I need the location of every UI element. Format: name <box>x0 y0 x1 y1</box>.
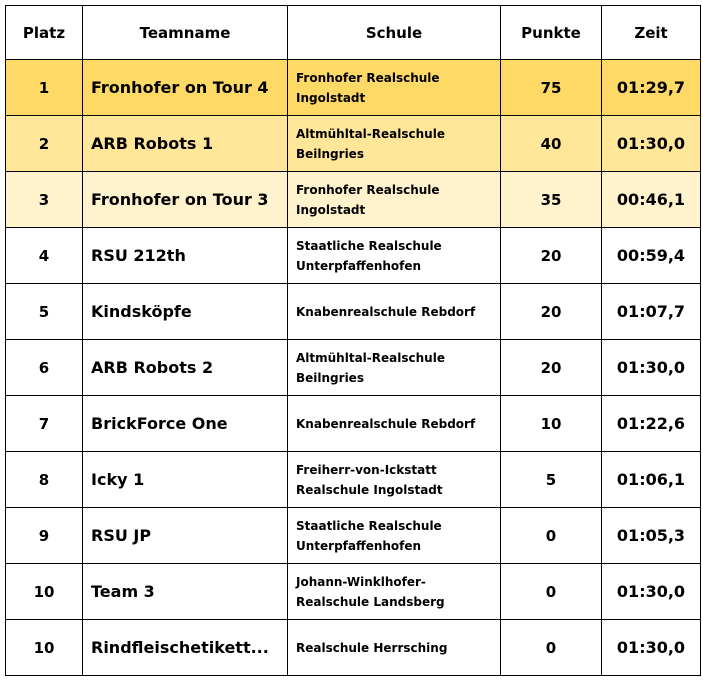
punkte-cell: 75 <box>501 60 602 116</box>
punkte-cell: 0 <box>501 620 602 676</box>
table-row <box>6 620 701 676</box>
ranking-table <box>5 5 701 676</box>
punkte-cell: 0 <box>501 508 602 564</box>
school-line: Realschule Herrsching <box>296 640 448 655</box>
punkte-cell: 0 <box>501 564 602 620</box>
table-row <box>6 564 701 620</box>
table-row <box>6 172 701 228</box>
school-cell <box>288 620 501 676</box>
school-line: Freiherr-von-Ickstatt <box>296 462 437 477</box>
table-row <box>6 396 701 452</box>
school-cell <box>288 116 501 172</box>
table-row <box>6 340 701 396</box>
table-row <box>6 508 701 564</box>
table-row <box>6 60 701 116</box>
punkte-cell: 40 <box>501 116 602 172</box>
zeit-cell: 01:30,0 <box>602 340 701 396</box>
zeit-cell: 01:05,3 <box>602 508 701 564</box>
zeit-cell: 01:29,7 <box>602 60 701 116</box>
team-cell: Rindfleischetikett... <box>83 620 288 676</box>
team-cell: RSU JP <box>83 508 288 564</box>
school-cell <box>288 564 501 620</box>
table-row <box>6 284 701 340</box>
team-cell: Fronhofer on Tour 3 <box>83 172 288 228</box>
school-line: Ingolstadt <box>296 202 366 217</box>
school-cell <box>288 228 501 284</box>
team-cell: Icky 1 <box>83 452 288 508</box>
school-line: Altmühltal-Realschule <box>296 126 445 141</box>
team-cell: ARB Robots 1 <box>83 116 288 172</box>
header-punkte: Punkte <box>501 6 602 60</box>
team-cell: Team 3 <box>83 564 288 620</box>
header-platz: Platz <box>6 6 83 60</box>
punkte-cell: 35 <box>501 172 602 228</box>
platz-cell: 3 <box>6 172 83 228</box>
platz-cell: 2 <box>6 116 83 172</box>
team-cell: Fronhofer on Tour 4 <box>83 60 288 116</box>
school-cell <box>288 172 501 228</box>
table-row <box>6 228 701 284</box>
punkte-cell: 20 <box>501 228 602 284</box>
school-cell <box>288 340 501 396</box>
platz-cell: 9 <box>6 508 83 564</box>
platz-cell: 7 <box>6 396 83 452</box>
header-row <box>6 6 701 60</box>
zeit-cell: 00:46,1 <box>602 172 701 228</box>
zeit-cell: 01:06,1 <box>602 452 701 508</box>
zeit-cell: 01:30,0 <box>602 620 701 676</box>
school-line: Beilngries <box>296 370 364 385</box>
header-schule: Schule <box>288 6 501 60</box>
school-line: Knabenrealschule Rebdorf <box>296 304 476 319</box>
school-line: Knabenrealschule Rebdorf <box>296 416 476 431</box>
platz-cell: 10 <box>6 564 83 620</box>
punkte-cell: 20 <box>501 340 602 396</box>
team-cell: ARB Robots 2 <box>83 340 288 396</box>
punkte-cell: 20 <box>501 284 602 340</box>
header-zeit: Zeit <box>602 6 701 60</box>
school-cell <box>288 452 501 508</box>
platz-cell: 4 <box>6 228 83 284</box>
school-line: Altmühltal-Realschule <box>296 350 445 365</box>
school-line: Staatliche Realschule <box>296 518 442 533</box>
header-teamname: Teamname <box>83 6 288 60</box>
table-row <box>6 452 701 508</box>
punkte-cell: 10 <box>501 396 602 452</box>
zeit-cell: 01:30,0 <box>602 116 701 172</box>
school-line: Realschule Landsberg <box>296 594 445 609</box>
school-cell <box>288 508 501 564</box>
punkte-cell: 5 <box>501 452 602 508</box>
school-line: Fronhofer Realschule <box>296 70 440 85</box>
school-line: Realschule Ingolstadt <box>296 482 443 497</box>
school-line: Ingolstadt <box>296 90 366 105</box>
zeit-cell: 01:07,7 <box>602 284 701 340</box>
zeit-cell: 01:22,6 <box>602 396 701 452</box>
platz-cell: 5 <box>6 284 83 340</box>
school-cell <box>288 284 501 340</box>
team-cell: RSU 212th <box>83 228 288 284</box>
platz-cell: 6 <box>6 340 83 396</box>
team-cell: BrickForce One <box>83 396 288 452</box>
platz-cell: 1 <box>6 60 83 116</box>
platz-cell: 10 <box>6 620 83 676</box>
school-line: Unterpfaffenhofen <box>296 538 422 553</box>
zeit-cell: 01:30,0 <box>602 564 701 620</box>
school-line: Johann-Winklhofer- <box>296 574 426 589</box>
platz-cell: 8 <box>6 452 83 508</box>
table-row <box>6 116 701 172</box>
school-line: Beilngries <box>296 146 364 161</box>
school-line: Staatliche Realschule <box>296 238 442 253</box>
school-cell <box>288 396 501 452</box>
team-cell: Kindsköpfe <box>83 284 288 340</box>
zeit-cell: 00:59,4 <box>602 228 701 284</box>
school-line: Fronhofer Realschule <box>296 182 440 197</box>
school-cell <box>288 60 501 116</box>
school-line: Unterpfaffenhofen <box>296 258 422 273</box>
